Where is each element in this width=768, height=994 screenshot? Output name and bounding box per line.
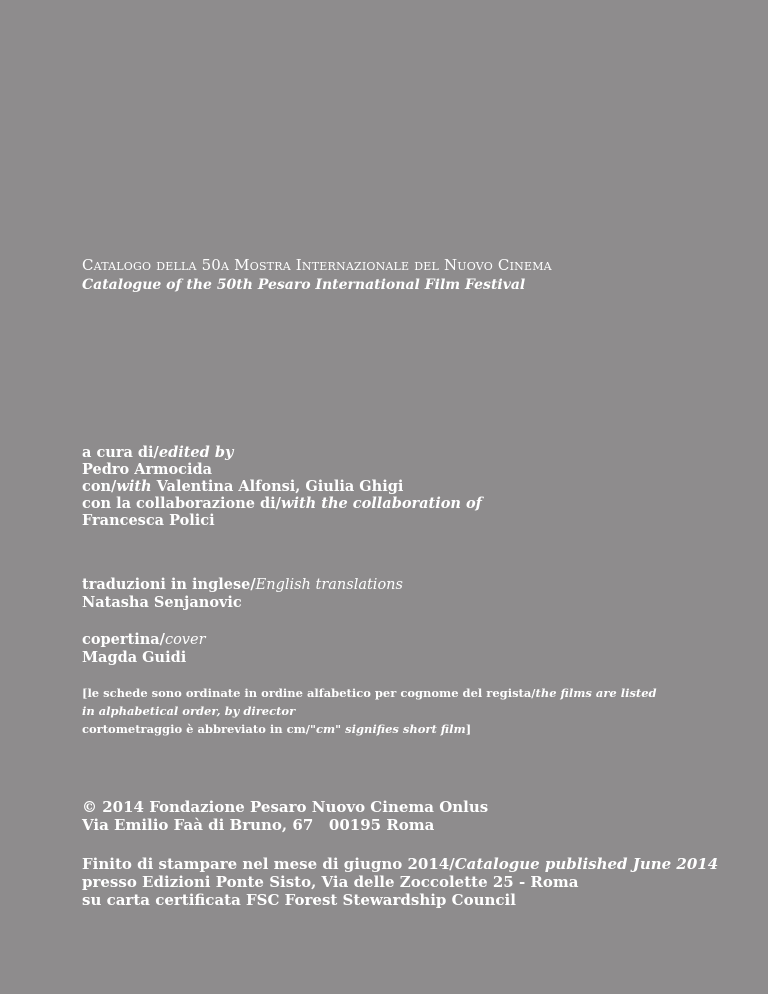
editors-block [82,444,728,529]
cover-label-en: cover [164,632,206,648]
with-names: Valentina Alfonsi, Giulia Ghigi [151,478,404,495]
edited-by-label-en: edited by [158,444,234,461]
with-line [82,478,728,495]
notes-line-3-it: cortometraggio è abbreviato in cm/ [82,722,310,736]
translations-block [82,576,728,611]
copyright-block [82,798,728,834]
cover-designer-name: Magda Guidi [82,649,187,666]
translations-label-it: traduzioni in inglese/ [82,576,256,593]
collaboration-label-it: con la collaborazione di/ [82,495,281,512]
edited-by-label-it: a cura di/ [82,444,159,461]
notes-line-1-en: the films are listed [535,686,657,700]
with-label-en: with [116,478,152,495]
catalogue-title-italian: Catalogo della 50a Mostra Internazionale del Nuovo Cinema [82,256,552,274]
collaboration-label-en: with the collaboration of [280,495,482,512]
edited-by-line [82,444,728,461]
catalogue-title-block [82,256,728,295]
with-label-it: con/ [82,478,117,495]
cover-line [82,631,728,649]
notes-line-3 [82,720,728,738]
notes-block [82,684,728,738]
printing-block [82,855,728,909]
notes-line-3-en: "cm" signifies short film [309,722,466,736]
editor-name: Pedro Armocida [82,461,213,478]
notes-line-3-close: ] [465,722,472,736]
translations-line [82,576,728,594]
catalogue-title-english: Catalogue of the 50th Pesaro International Film Festival [82,277,526,293]
notes-line-1-it: [le schede sono ordinate in ordine alfabetico per cognome del regista/ [82,686,536,700]
printing-line-1-en: Catalogue published June 2014 [454,855,719,873]
printing-line-1 [82,855,728,873]
address-line: Via Emilio Faà di Bruno, 67 00195 Roma [82,816,435,834]
cover-label-it: copertina/ [82,631,165,648]
notes-line-2: in alphabetical order, by director [82,704,296,718]
collaborator-name: Francesca Polici [82,512,215,529]
collaboration-line [82,495,728,512]
copyright-line: © 2014 Fondazione Pesaro Nuovo Cinema Onlus [82,798,489,816]
printing-line-2: presso Edizioni Ponte Sisto, Via delle Zoccolette 25 - Roma [82,873,579,891]
cover-block [82,631,728,666]
translations-label-en: English translations [255,577,403,593]
translator-name: Natasha Senjanovic [82,594,242,611]
notes-line-1 [82,684,728,702]
printing-line-3: su carta certificata FSC Forest Stewardship Council [82,891,516,909]
printing-line-1-it: Finito di stampare nel mese di giugno 2014/ [82,855,455,873]
